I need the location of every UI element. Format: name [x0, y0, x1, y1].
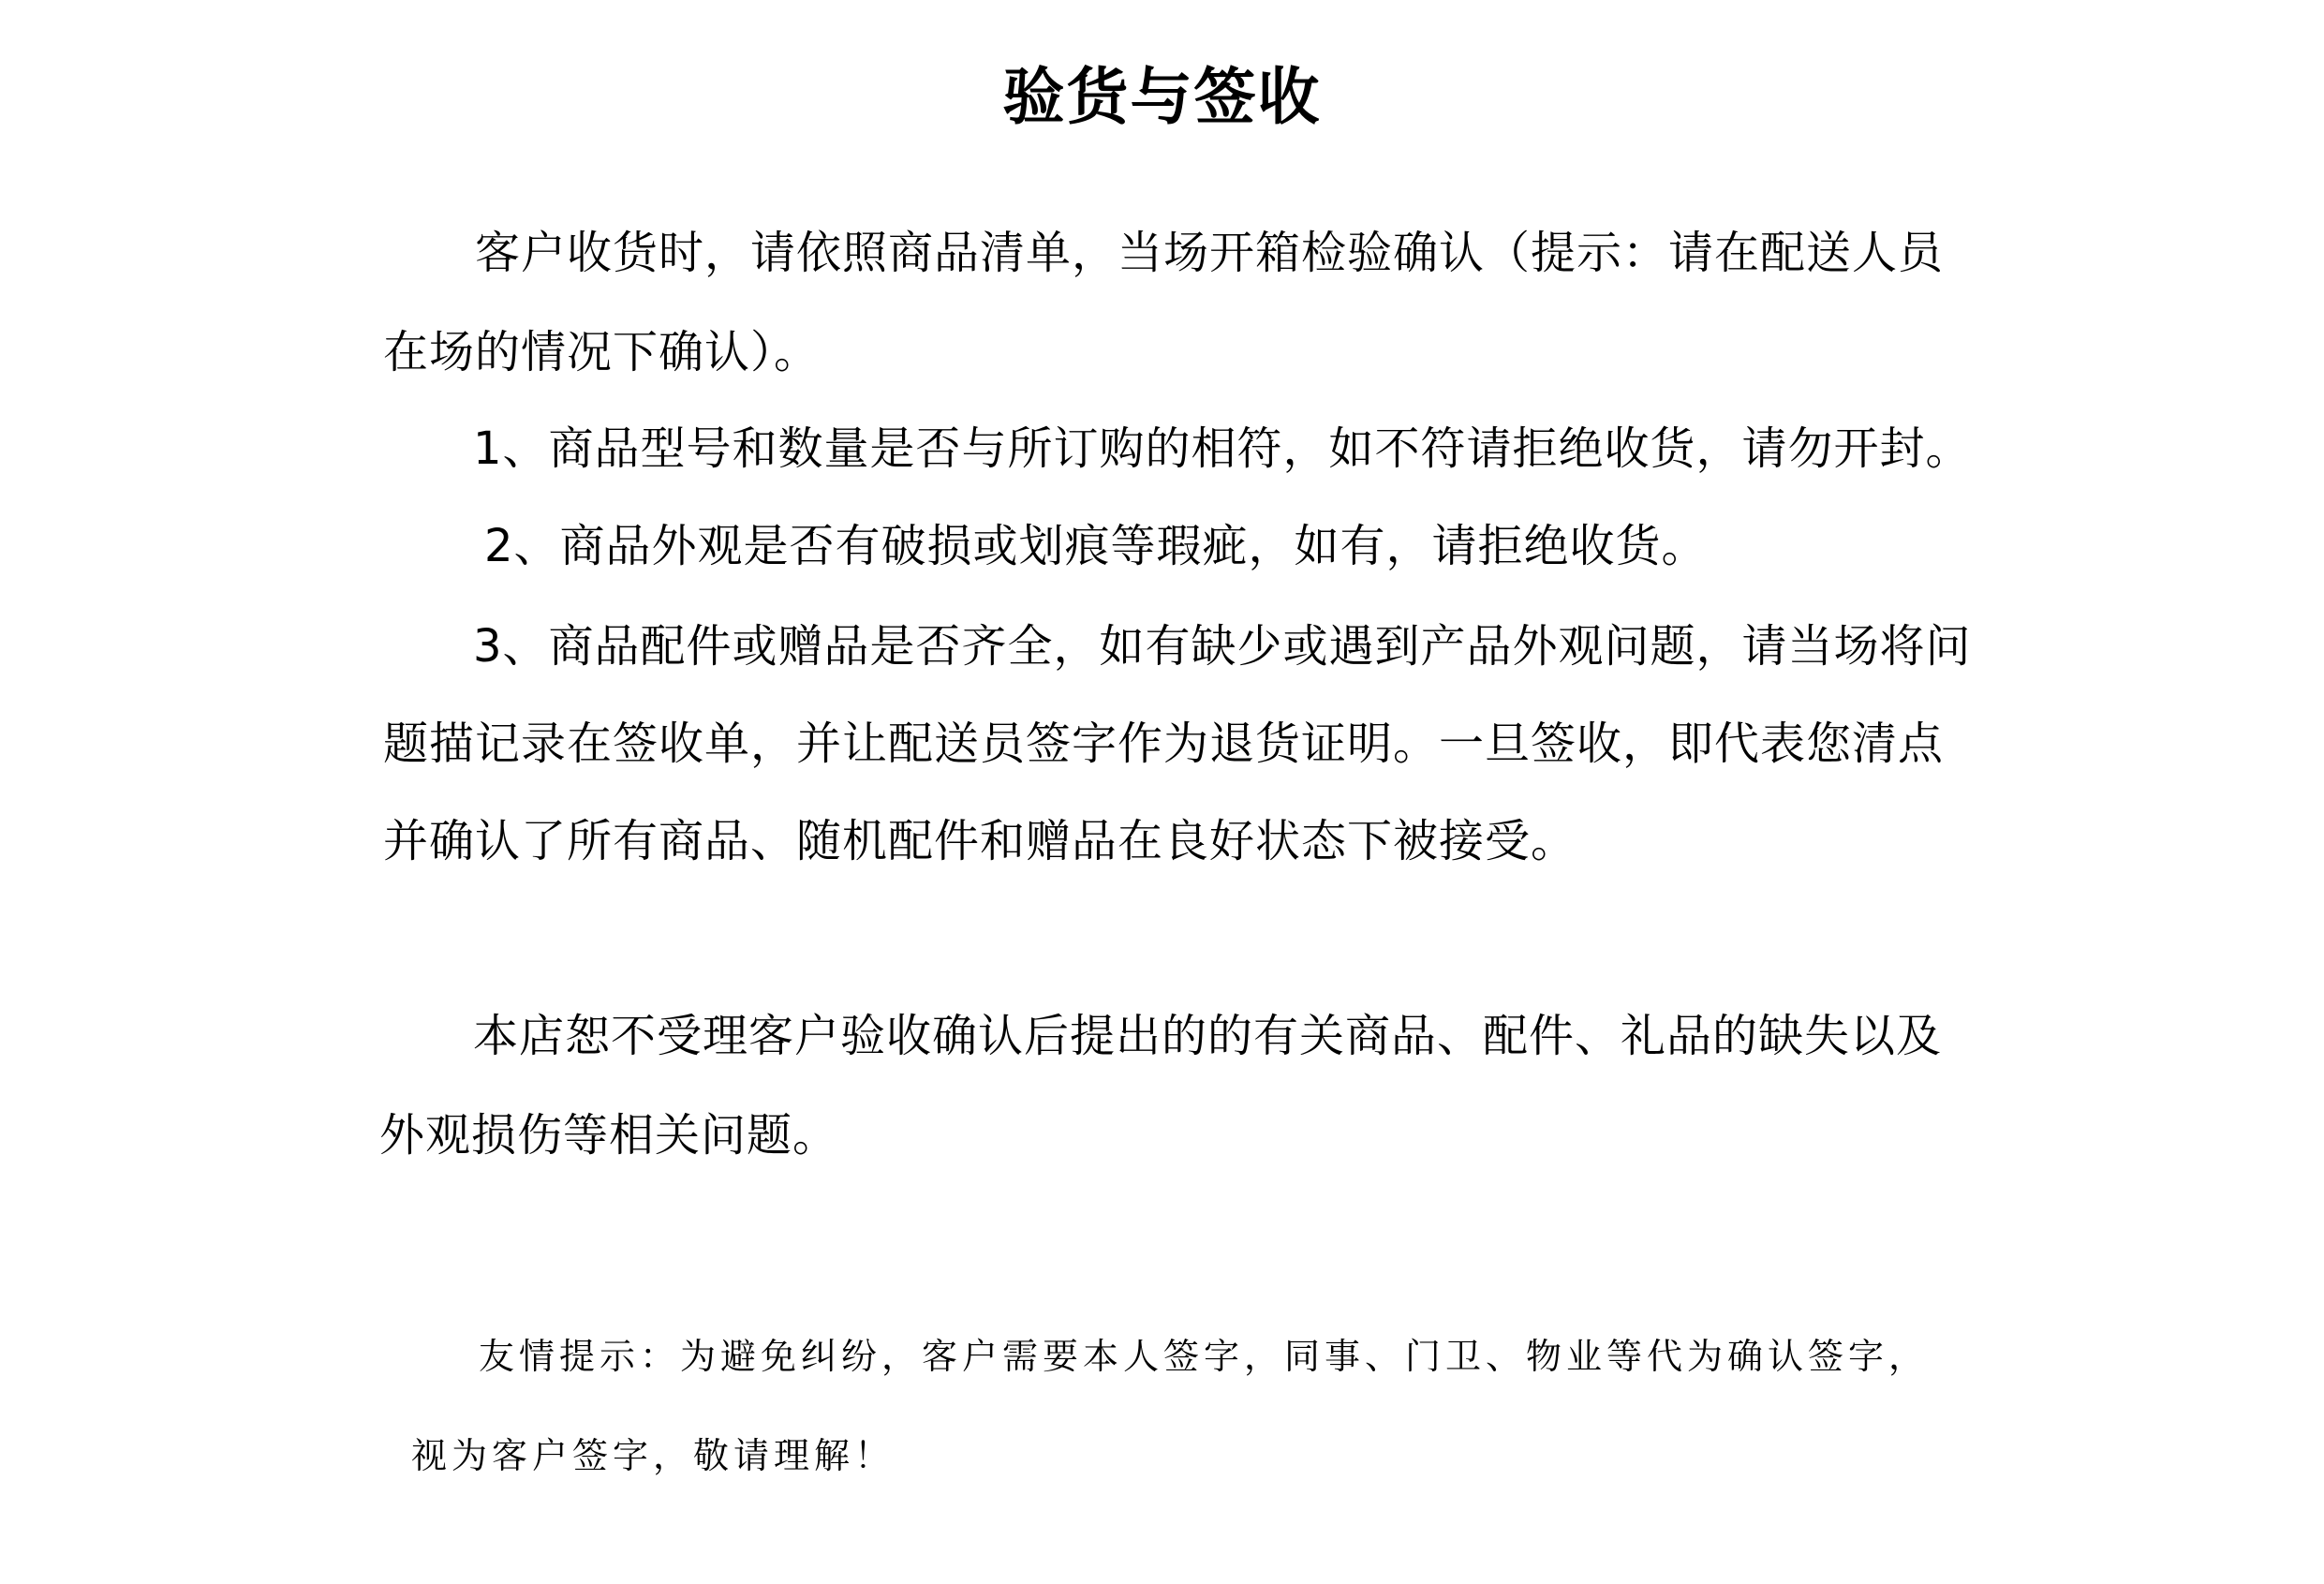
page-title: 验货与签收 — [1002, 60, 1322, 133]
item-1-line-1: 1、商品型号和数量是否与所订购的相符，如不符请拒绝收货，请勿开封。 — [473, 422, 1972, 475]
item-2-line-1: 2、商品外观是否有破损或划痕等瑕疵，如有，请拒绝收货。 — [484, 520, 1708, 572]
disclaimer-line-2: 外观损伤等相关问题。 — [379, 1109, 839, 1162]
tip-line-1: 友情提示：为避免纠纷，客户需要本人签字，同事、门卫、物业等代为确认签字， — [479, 1336, 1930, 1377]
intro-line-1: 客户收货时，请依照商品清单，当场开箱检验确认（提示：请在配送人员 — [475, 227, 1945, 279]
intro-line-2: 在场的情况下确认）。 — [383, 326, 821, 378]
item-3-line-3: 并确认了所有商品、随机配件和赠品在良好状态下被接受。 — [383, 815, 1577, 867]
item-3-line-2: 题描记录在签收单，并让配送员签字作为退货证明。一旦签收，即代表您清点 — [383, 718, 1945, 770]
tip-line-2: 视为客户签字，敬请理解！ — [411, 1435, 896, 1476]
item-3-line-1: 3、商品配件或赠品是否齐全，如有缺少或遇到产品外观问题，请当场将问 — [473, 620, 1972, 673]
disclaimer-line-1: 本店恕不受理客户验收确认后提出的的有关商品、配件、礼品的缺失以及 — [473, 1010, 1943, 1062]
